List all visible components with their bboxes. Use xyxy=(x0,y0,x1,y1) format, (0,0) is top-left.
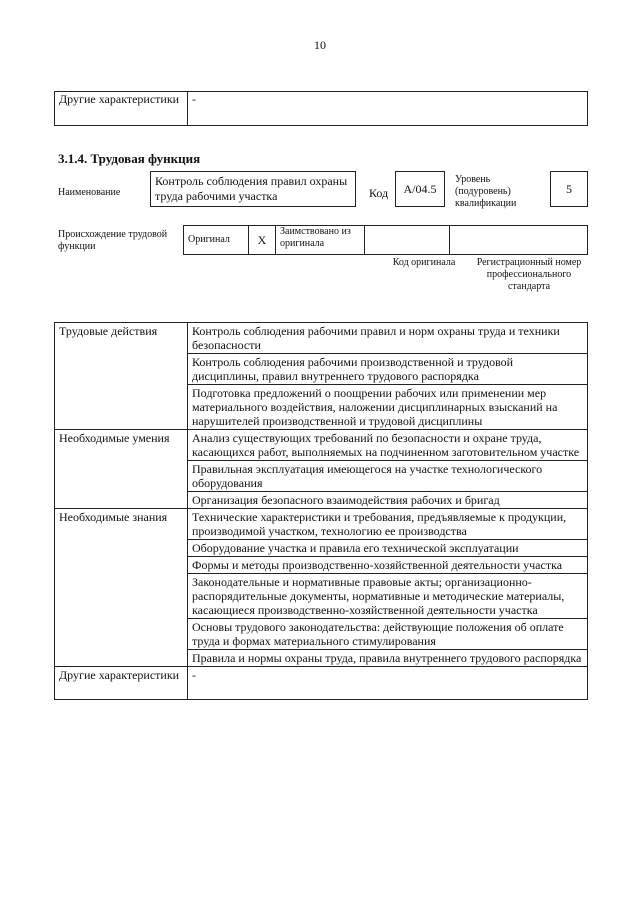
name-label: Наименование xyxy=(58,187,121,198)
list-item: Подготовка предложений о поощрении рабочих или применении мер материального воздействия, наложении дисциплинарных взысканий на нарушителей производственной и трудовой дисциплины xyxy=(188,385,588,430)
list-item: Законодательные и нормативные правовые акты; организационно-распорядительные документы, нормативные и методические материалы, касающиеся производственно-хозяйственной деятельности участка xyxy=(188,574,588,619)
group-label: Трудовые действия xyxy=(55,323,188,430)
section-heading: 3.1.4. Трудовая функция xyxy=(58,151,201,166)
list-item: Правильная эксплуатация имеющегося на участке технологического оборудования xyxy=(188,461,588,492)
top-other-table xyxy=(54,91,588,126)
list-item: Анализ существующих требований по безопасности и охране труда, касающихся работ, выполняемых на подчиненном заготовительном участке xyxy=(188,430,588,461)
list-item: Технические характеристики и требования, предъявляемые к продукции, производимой участком, технологию ее производства xyxy=(188,509,588,540)
code-original-cell xyxy=(365,226,450,255)
reg-number-cell xyxy=(450,226,588,255)
origin-label: Происхождение трудовой функции xyxy=(58,229,168,252)
table-row xyxy=(55,323,588,354)
code-value-box: A/04.5 xyxy=(395,171,445,207)
original-mark: X xyxy=(249,226,276,255)
table-row xyxy=(55,667,588,700)
function-name-box: Контроль соблюдения правил охраны труда рабочими участка xyxy=(150,171,356,207)
group-label: Необходимые знания xyxy=(55,509,188,667)
list-item: Формы и методы производственно-хозяйственной деятельности участка xyxy=(188,557,588,574)
list-item: Организация безопасного взаимодействия рабочих и бригад xyxy=(188,492,588,509)
level-label: Уровень (подуровень) квалификации xyxy=(455,174,517,209)
table-row xyxy=(55,509,588,540)
list-item: Правила и нормы охраны труда, правила внутреннего трудового распорядка xyxy=(188,650,588,667)
code-label: Код xyxy=(369,186,389,200)
bottom-other-label: Другие характеристики xyxy=(55,667,188,700)
level-value-box: 5 xyxy=(550,171,588,207)
list-item: Контроль соблюдения рабочими производственной и трудовой дисциплины, правил внутреннего трудового распорядка xyxy=(188,354,588,385)
table-row xyxy=(55,430,588,461)
list-item: Основы трудового законодательства: действующие положения об оплате труда и формах материального стимулирования xyxy=(188,619,588,650)
original-label: Оригинал xyxy=(184,226,249,255)
reg-number-caption: Регистрационный номер профессионального стандарта xyxy=(476,257,582,292)
borrowed-label: Заимствовано из оригинала xyxy=(276,226,365,255)
list-item: Оборудование участка и правила его технической эксплуатации xyxy=(188,540,588,557)
page-number: 10 xyxy=(314,38,326,52)
top-other-value: - xyxy=(188,92,588,126)
code-original-caption: Код оригинала xyxy=(392,257,456,268)
origin-table xyxy=(183,225,588,255)
top-other-label: Другие характеристики xyxy=(55,92,188,126)
function-details-table xyxy=(54,322,588,700)
list-item: Контроль соблюдения рабочими правил и норм охраны труда и техники безопасности xyxy=(188,323,588,354)
bottom-other-value: - xyxy=(188,667,588,700)
group-label: Необходимые умения xyxy=(55,430,188,509)
